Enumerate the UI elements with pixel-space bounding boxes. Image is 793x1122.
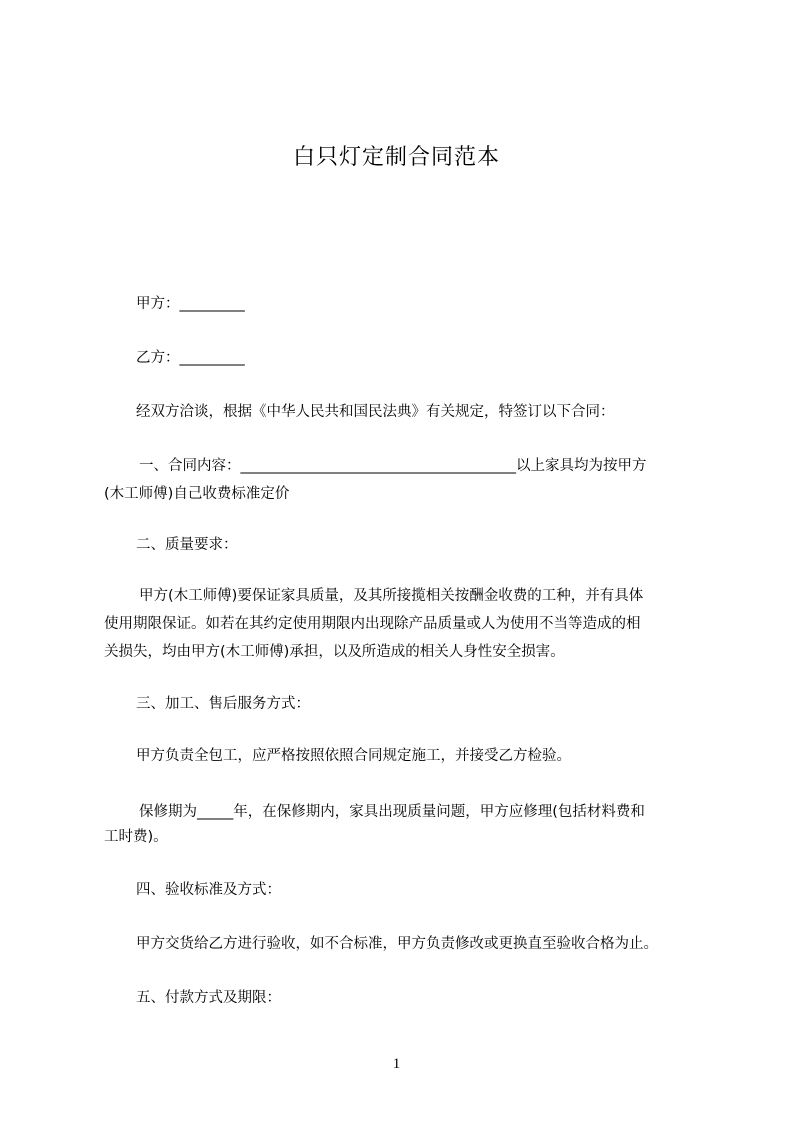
section-1-line-1: 一、合同内容：______________________________________以上家具均为按甲方 [139,458,647,474]
section-3-paragraph-1: 甲方负责全包工，应严格按照依照合同规定施工，并接受乙方检验。 [136,748,571,764]
section-2-line-1: 甲方(木工师傅)要保证家具质量，及其所接揽相关按酬金收费的工种，并有具体 [139,588,644,604]
section-4-paragraph: 甲方交货给乙方进行验收，如不合标准，甲方负责修改或更换直至验收合格为止。 [136,936,658,952]
section-3-heading: 三、加工、售后服务方式： [136,696,310,712]
intro-paragraph: 经双方洽谈，根据《中华人民共和国民法典》有关规定，特签订以下合同： [136,404,615,420]
party-b-line: 乙方：_________ [136,350,245,366]
section-4-heading: 四、验收标准及方式： [136,882,281,898]
section-3-paragraph-2-line-1: 保修期为_____年，在保修期内，家具出现质量问题，甲方应修理(包括材料费和 [139,804,645,820]
page-number: 1 [392,1056,401,1072]
section-5-heading: 五、付款方式及期限： [136,990,281,1006]
party-a-line: 甲方：_________ [136,296,245,312]
section-2-line-2: 使用期限保证。如若在其约定使用期限内出现除产品质量或人为使用不当等造成的相 [104,616,641,632]
section-3-paragraph-2-line-2: 工时费)。 [104,829,168,845]
document-title: 白只灯定制合同范本 [292,145,500,170]
section-1-line-2: (木工师傅)自己收费标准定价 [104,486,290,502]
section-2-heading: 二、质量要求： [136,537,238,553]
section-2-line-3: 关损失，均由甲方(木工师傅)承担，以及所造成的相关人身性安全损害。 [104,644,565,660]
